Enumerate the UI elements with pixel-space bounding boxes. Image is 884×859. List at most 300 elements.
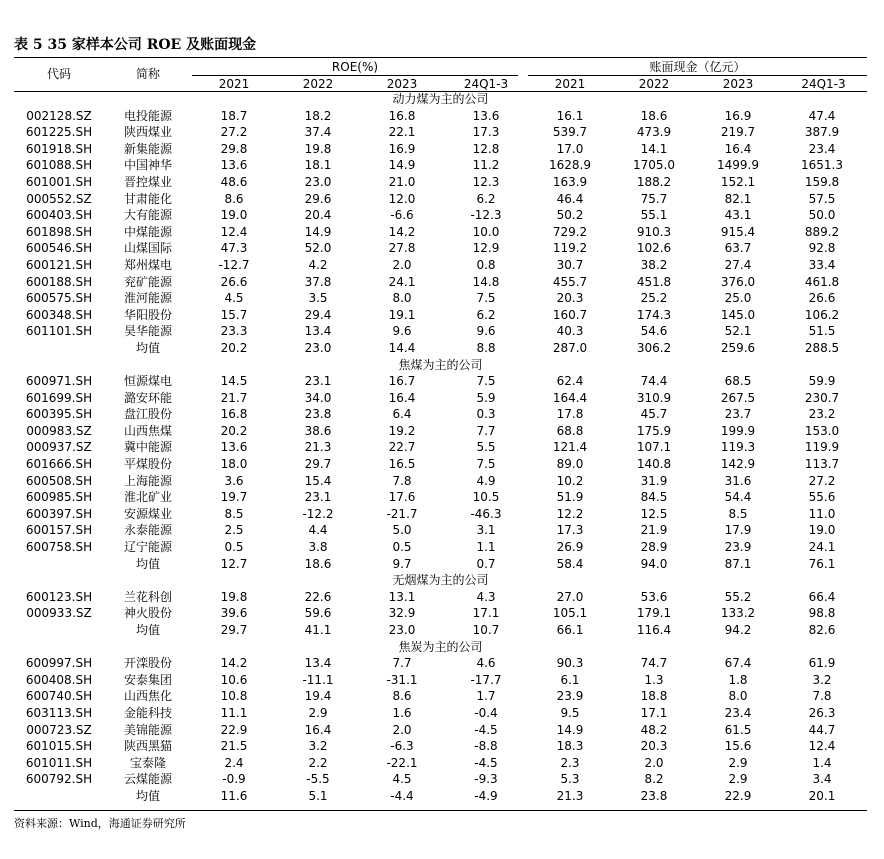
value-cell: -6.6 [390,208,414,223]
stock-code: 000937.SZ [26,440,92,455]
header-year: 2023 [386,77,418,91]
value-cell: 23.0 [304,174,332,189]
value-cell: 7.5 [476,457,496,472]
company-name: 晋控煤业 [123,174,172,189]
value-cell: 451.8 [636,274,672,289]
average-value: 76.1 [808,556,836,571]
value-cell: 729.2 [552,224,588,239]
value-cell: 5.0 [392,523,412,538]
value-cell: 11.2 [472,158,500,173]
average-value: -4.4 [390,788,414,803]
average-label: 均值 [135,556,160,571]
stock-code: 600740.SH [25,689,93,704]
average-value: 20.2 [220,340,248,355]
value-cell: 1.3 [644,672,664,687]
stock-code: 002128.SZ [26,108,92,123]
table-body [14,91,867,805]
value-cell: 12.0 [388,191,416,206]
table-row [14,688,867,705]
value-cell: 12.2 [556,506,584,521]
value-cell: 15.4 [304,473,332,488]
value-cell: 89.0 [556,457,584,472]
value-cell: 22.1 [388,125,416,140]
value-cell: 152.1 [720,174,756,189]
header-code: 代码 [46,67,71,81]
section-header-row [14,357,867,374]
company-name: 山煤国际 [123,241,172,256]
stock-code: 601015.SH [25,739,93,754]
company-name: 安源煤业 [123,506,172,521]
value-cell: 74.4 [640,374,668,389]
company-name: 金能科技 [123,705,172,720]
value-cell: 45.7 [640,407,668,422]
value-cell: 107.1 [636,440,672,455]
value-cell: 3.4 [812,772,832,787]
table-row [14,191,867,208]
company-name: 昊华能源 [123,324,172,339]
table-row [14,240,867,257]
value-cell: 119.2 [552,241,588,256]
value-cell: 51.5 [808,324,836,339]
value-cell: 174.3 [636,307,672,322]
company-name: 盘江股份 [123,407,172,422]
value-cell: 12.9 [472,241,500,256]
value-cell: 15.7 [220,307,248,322]
stock-code: 600971.SH [25,374,93,389]
value-cell: 61.9 [808,656,836,671]
value-cell: 23.9 [556,689,584,704]
header-year: 2021 [218,77,250,91]
value-cell: 18.7 [220,108,248,123]
average-value: 8.8 [476,340,496,355]
section-title: 动力煤为主的公司 [392,92,489,106]
value-cell: 19.1 [388,307,416,322]
value-cell: 16.4 [724,141,752,156]
header-year: 24Q1-3 [801,77,846,91]
value-cell: 7.5 [476,374,496,389]
company-name: 神火股份 [123,606,172,621]
average-value: 0.7 [476,556,496,571]
stock-code: 600408.SH [25,672,93,687]
value-cell: 84.5 [640,490,668,505]
value-cell: 18.1 [304,158,332,173]
average-value: 94.2 [724,623,752,637]
value-cell: 19.2 [388,423,416,438]
value-cell: 55.1 [640,208,668,223]
table-row [14,605,867,622]
value-cell: 19.0 [220,208,248,223]
value-cell: 16.8 [388,108,416,123]
table-row [14,672,867,689]
value-cell: 19.0 [808,523,836,538]
average-label: 均值 [135,623,160,637]
value-cell: 13.6 [220,440,248,455]
value-cell: 21.3 [304,440,332,455]
value-cell: 98.8 [808,606,836,621]
value-cell: 1.4 [812,755,832,770]
value-cell: 4.2 [308,257,328,272]
value-cell: 12.8 [472,141,500,156]
value-cell: 6.2 [476,307,496,322]
value-cell: 22.9 [220,722,248,737]
stock-code: 600188.SH [25,274,93,289]
average-value: 23.0 [304,340,332,355]
table-row [14,439,867,456]
value-cell: 4.6 [476,656,496,671]
value-cell: 17.9 [724,523,752,538]
header-year: 2021 [554,77,586,91]
value-cell: 29.4 [304,307,332,322]
average-value: 14.4 [388,340,416,355]
value-cell: 34.0 [304,390,332,405]
value-cell: 1628.9 [549,158,591,173]
value-cell: 16.5 [388,457,416,472]
table-row [14,207,867,224]
value-cell: 38.6 [304,423,332,438]
value-cell: 25.2 [640,291,668,306]
value-cell: 59.9 [808,374,836,389]
value-cell: 16.9 [388,141,416,156]
value-cell: 2.0 [392,722,412,737]
average-value: -4.9 [474,788,498,803]
value-cell: 0.8 [476,257,496,272]
average-value: 306.2 [636,340,672,355]
value-cell: 23.9 [724,540,752,555]
stock-code: 600997.SH [25,656,93,671]
value-cell: -9.3 [474,772,498,787]
value-cell: 8.0 [728,689,748,704]
average-value: 12.7 [220,556,248,571]
company-name: 上海能源 [123,473,172,488]
value-cell: 27.2 [808,473,836,488]
value-cell: 11.1 [220,705,248,720]
header-year: 2023 [722,77,754,91]
value-cell: 19.7 [220,490,248,505]
value-cell: 4.5 [392,772,412,787]
value-cell: 2.9 [728,755,748,770]
stock-code: 603113.SH [25,705,93,720]
value-cell: 33.4 [808,257,836,272]
value-cell: 29.8 [220,141,248,156]
company-name: 潞安环能 [123,390,172,405]
stock-code: 000983.SZ [26,423,92,438]
average-value: 9.7 [392,556,412,571]
value-cell: 30.7 [556,257,584,272]
value-cell: 10.0 [472,224,500,239]
stock-code: 600758.SH [25,540,93,555]
value-cell: 21.7 [220,390,248,405]
company-name: 淮北矿业 [123,490,172,505]
value-cell: 7.8 [392,473,412,488]
value-cell: 9.6 [476,324,496,339]
value-cell: 7.5 [476,291,496,306]
value-cell: 16.8 [220,407,248,422]
table-row [14,771,867,788]
value-cell: 23.4 [808,141,836,156]
value-cell: 2.3 [560,755,580,770]
value-cell: 19.4 [304,689,332,704]
value-cell: 17.3 [472,125,500,140]
average-value: 287.0 [552,340,588,355]
value-cell: 23.1 [304,374,332,389]
company-name: 美锦能源 [123,722,172,737]
value-cell: 188.2 [636,174,672,189]
company-name: 兖矿能源 [123,274,172,289]
table-title: 表 5 35 家样本公司 ROE 及账面现金 [14,37,257,53]
value-cell: 145.0 [720,307,756,322]
company-name: 中煤能源 [123,224,172,239]
value-cell: 23.2 [808,407,836,422]
table-row [14,323,867,340]
company-name: 云煤能源 [123,772,172,787]
value-cell: 10.6 [220,672,248,687]
value-cell: 14.5 [220,374,248,389]
value-cell: 2.2 [308,755,328,770]
value-cell: 28.9 [640,540,668,555]
value-cell: 12.4 [220,224,248,239]
stock-code: 601699.SH [25,390,93,405]
stock-code: 600985.SH [25,490,93,505]
value-cell: 175.9 [636,423,672,438]
value-cell: 1.1 [476,540,496,555]
stock-code: 601225.SH [25,125,93,140]
value-cell: 4.5 [224,291,244,306]
table-row [14,506,867,523]
value-cell: 163.9 [552,174,588,189]
stock-code: 600395.SH [25,407,93,422]
average-value: 94.0 [640,556,668,571]
value-cell: 55.6 [808,490,836,505]
value-cell: 31.6 [724,473,752,488]
stock-code: 601011.SH [25,755,93,770]
value-cell: 267.5 [720,390,756,405]
value-cell: 27.0 [556,589,584,604]
value-cell: 23.1 [304,490,332,505]
stock-code: 601088.SH [25,158,93,173]
average-value: 82.6 [808,623,836,637]
value-cell: -12.2 [302,506,334,521]
stock-code: 600403.SH [25,208,93,223]
value-cell: 21.5 [220,739,248,754]
value-cell: -12.7 [218,257,250,272]
table-row [14,373,867,390]
average-row [14,622,867,639]
stock-code: 601001.SH [25,174,93,189]
value-cell: 29.6 [304,191,332,206]
table-row [14,224,867,241]
value-cell: 8.2 [644,772,664,787]
header-roe-group: ROE(%) [331,60,379,74]
value-cell: 17.0 [556,141,584,156]
value-cell: 10.8 [220,689,248,704]
average-value: 23.8 [640,788,668,803]
value-cell: -46.3 [470,506,502,521]
value-cell: 23.7 [724,407,752,422]
value-cell: 19.8 [304,141,332,156]
value-cell: 26.6 [808,291,836,306]
value-cell: 27.8 [388,241,416,256]
company-name: 开滦股份 [123,656,172,671]
section-title: 焦煤为主的公司 [398,357,483,372]
value-cell: 13.4 [304,324,332,339]
header-year: 2022 [302,77,334,91]
value-cell: 6.4 [392,407,412,422]
average-label: 均值 [135,340,160,355]
average-value: 5.1 [308,788,328,803]
value-cell: 59.6 [304,606,332,621]
value-cell: -22.1 [386,755,418,770]
value-cell: 16.9 [724,108,752,123]
table-row [14,124,867,141]
value-cell: 37.8 [304,274,332,289]
value-cell: -4.5 [474,722,498,737]
value-cell: 18.8 [640,689,668,704]
company-name: 宝泰隆 [129,755,166,770]
value-cell: 22.6 [304,589,332,604]
stock-code: 600121.SH [25,257,93,272]
value-cell: 13.4 [304,656,332,671]
value-cell: 38.2 [640,257,668,272]
value-cell: 2.9 [308,705,328,720]
table-row [14,390,867,407]
table-row [14,423,867,440]
table-row [14,257,867,274]
average-row [14,556,867,573]
average-value: 66.1 [556,623,584,637]
value-cell: 54.4 [724,490,752,505]
value-cell: 12.5 [640,506,668,521]
value-cell: 230.7 [804,390,840,405]
value-cell: 20.3 [556,291,584,306]
value-cell: 27.2 [220,125,248,140]
section-header-row [14,91,867,108]
value-cell: 57.5 [808,191,836,206]
value-cell: 48.2 [640,722,668,737]
company-name: 电投能源 [123,108,172,123]
value-cell: 20.4 [304,208,332,223]
value-cell: 43.1 [724,208,752,223]
value-cell: 2.9 [728,772,748,787]
company-name: 中国神华 [123,158,172,173]
table-row [14,705,867,722]
value-cell: 67.4 [724,656,752,671]
average-value: 87.1 [724,556,752,571]
value-cell: 21.0 [388,174,416,189]
average-value: 21.3 [556,788,584,803]
value-cell: 5.9 [476,390,496,405]
value-cell: 68.8 [556,423,584,438]
value-cell: 27.4 [724,257,752,272]
value-cell: 102.6 [636,241,672,256]
average-value: 58.4 [556,556,584,571]
value-cell: 23.3 [220,324,248,339]
company-name: 兰花科创 [123,589,172,604]
value-cell: 11.0 [808,506,836,521]
value-cell: 75.7 [640,191,668,206]
value-cell: 82.1 [724,191,752,206]
stock-code: 000723.SZ [26,722,92,737]
value-cell: 9.6 [392,324,412,339]
table-row [14,157,867,174]
table-row [14,755,867,772]
value-cell: 1705.0 [633,158,675,173]
value-cell: 52.0 [304,241,332,256]
value-cell: 62.4 [556,374,584,389]
value-cell: 13.6 [220,158,248,173]
value-cell: 22.7 [388,440,416,455]
value-cell: 5.3 [560,772,580,787]
value-cell: 14.2 [388,224,416,239]
value-cell: 18.3 [556,739,584,754]
average-value: 116.4 [636,623,672,637]
value-cell: 12.4 [808,739,836,754]
value-cell: 55.2 [724,589,752,604]
stock-code: 601918.SH [25,141,93,156]
company-name: 永泰能源 [123,523,172,538]
value-cell: 199.9 [720,423,756,438]
value-cell: 61.5 [724,722,752,737]
average-value: 23.0 [388,623,416,637]
value-cell: -0.9 [222,772,246,787]
value-cell: 8.6 [224,191,244,206]
value-cell: 153.0 [804,423,840,438]
value-cell: 1.8 [728,672,748,687]
value-cell: 7.8 [812,689,832,704]
value-cell: 26.6 [220,274,248,289]
value-cell: 0.5 [224,540,244,555]
table-row [14,655,867,672]
company-name: 恒源煤电 [123,374,172,389]
value-cell: 17.8 [556,407,584,422]
table-row [14,738,867,755]
company-name: 山西焦煤 [123,423,172,438]
value-cell: 92.8 [808,241,836,256]
value-cell: 889.2 [804,224,840,239]
value-cell: 14.2 [220,656,248,671]
company-name: 山西焦化 [123,689,172,704]
table-row [14,406,867,423]
average-value: 288.5 [804,340,840,355]
stock-code: 601898.SH [25,224,93,239]
value-cell: 133.2 [720,606,756,621]
value-cell: 63.7 [724,241,752,256]
value-cell: 50.2 [556,208,584,223]
value-cell: 1499.9 [717,158,759,173]
value-cell: 31.9 [640,473,668,488]
value-cell: 121.4 [552,440,588,455]
average-row [14,788,867,805]
company-name: 淮河能源 [123,291,172,306]
value-cell: 26.9 [556,540,584,555]
value-cell: -17.7 [470,672,502,687]
value-cell: 90.3 [556,656,584,671]
value-cell: 37.4 [304,125,332,140]
value-cell: 20.2 [220,423,248,438]
value-cell: 179.1 [636,606,672,621]
table-row [14,108,867,125]
value-cell: 6.1 [560,672,580,687]
value-cell: 24.1 [388,274,416,289]
value-cell: 461.8 [804,274,840,289]
stock-code: 600123.SH [25,589,93,604]
stock-code: 600157.SH [25,523,93,538]
value-cell: 13.6 [472,108,500,123]
stock-code: 601666.SH [25,457,93,472]
value-cell: 3.1 [476,523,496,538]
value-cell: -6.3 [390,739,414,754]
value-cell: 18.2 [304,108,332,123]
table-row [14,274,867,291]
